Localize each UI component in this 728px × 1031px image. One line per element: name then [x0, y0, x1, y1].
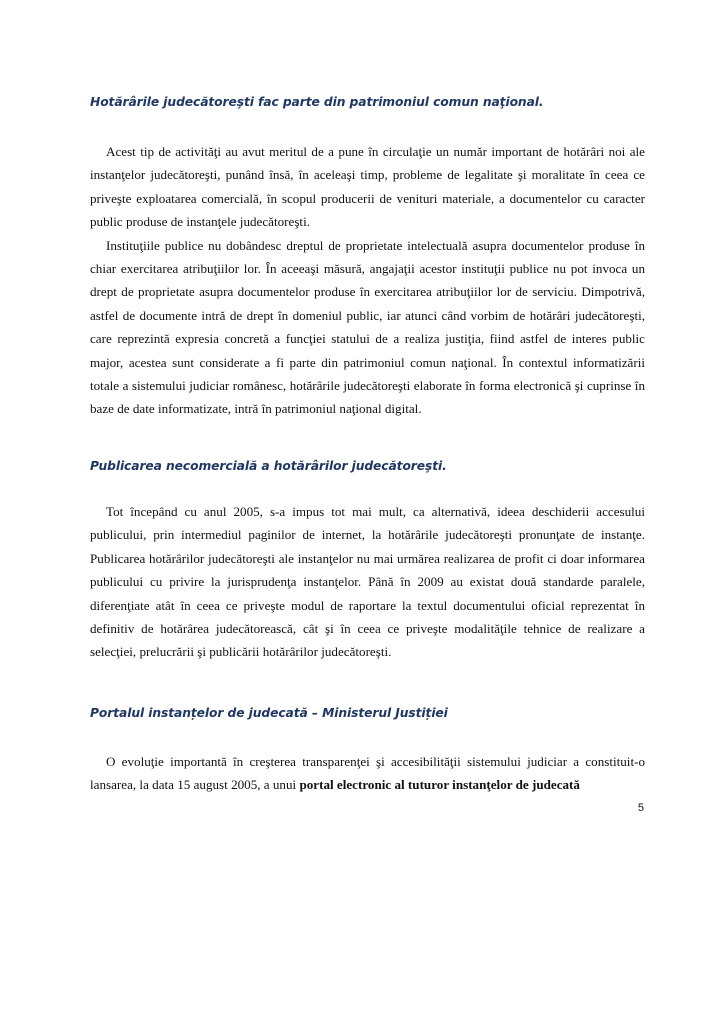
section-heading-patrimoniu: Hotărârile judecătoreşti fac parte din patrimoniul comun naţional. — [90, 95, 544, 109]
paragraph-institutii: Instituţiile publice nu dobândesc dreptul de proprietate intelectuală asupra documentelor produse în chiar exercitarea atribuţiilor lor. În aceeaşi măsură, angajaţii acestor instituţii publice nu pot invoca un drept de proprietate asupra documentelor produse în exercitarea atribuţiilor lor de serviciu. Dimpotrivă, astfel de documente intră de drept în domeniul public, iar atunci când vorbim de hotărâri judecătoreşti, care reprezintă expresia concretă a funcţiei statului de a realiza justiţia, fiind astfel de interes public major, acestea sunt considerate a fi parte din patrimoniul comun naţional. În contextul informatizării totale a sistemului judiciar românesc, hotărârile judecătoreşti elaborate în forma electronică şi cuprinse în baze de date informatizate, intră în patrimoniul naţional digital. — [90, 237, 645, 417]
paragraph-publicare: Tot începând cu anul 2005, s-a impus tot mai mult, ca alternativă, ideea deschiderii accesului publicului, prin intermediul paginilor de internet, la hotărârile judecătoreşti pronunţate de instanţe. Publicarea hotărârilor judecătoreşti ale instanţelor nu mai urmărea realizarea de profit ci doar informarea publicului cu privire la jurisprudenţa instanţelor. Până în 2009 au existat două standarde paralele, diferenţiate atât în ceea ce priveşte modul de raportare la textul documentului oficial reprezentat în definitiv de hotărârea judecătorească, cât şi în ceea ce priveşte modalităţile tehnice de realizare a selecţiei, prelucrării şi publicării hotărârilor judecătoreşti. — [90, 504, 645, 660]
paragraph-portal — [90, 750, 645, 797]
section-heading-portal: Portalul instanțelor de judecată – Ministerul Justiției — [90, 706, 448, 720]
page-number: 5 — [637, 802, 644, 814]
paragraph-activitati: Acest tip de activităţi au avut meritul de a pune în circulaţie un număr important de hotărâri noi ale instanţelor judecătoreşti, punând însă, în aceleaşi timp, probleme de legalitate şi moralitate în ceea ce priveşte exploatarea comercială, în scopul producerii de venituri materiale, a documentelor cu caracter public produse de instanţele judecătoreşti. — [90, 144, 645, 230]
paragraph-portal-bold: portal electronic al tuturor instanţelor de judecată — [299, 777, 580, 793]
paragraph-portal-text: O evoluţie importantă în creşterea transparenţei şi accesibilităţii sistemului judiciar a constituit-o lansarea, la data 15 august 2005, a unui — [90, 754, 645, 793]
section-heading-publicare: Publicarea necomercială a hotărârilor judecătoreşti. — [90, 459, 447, 473]
